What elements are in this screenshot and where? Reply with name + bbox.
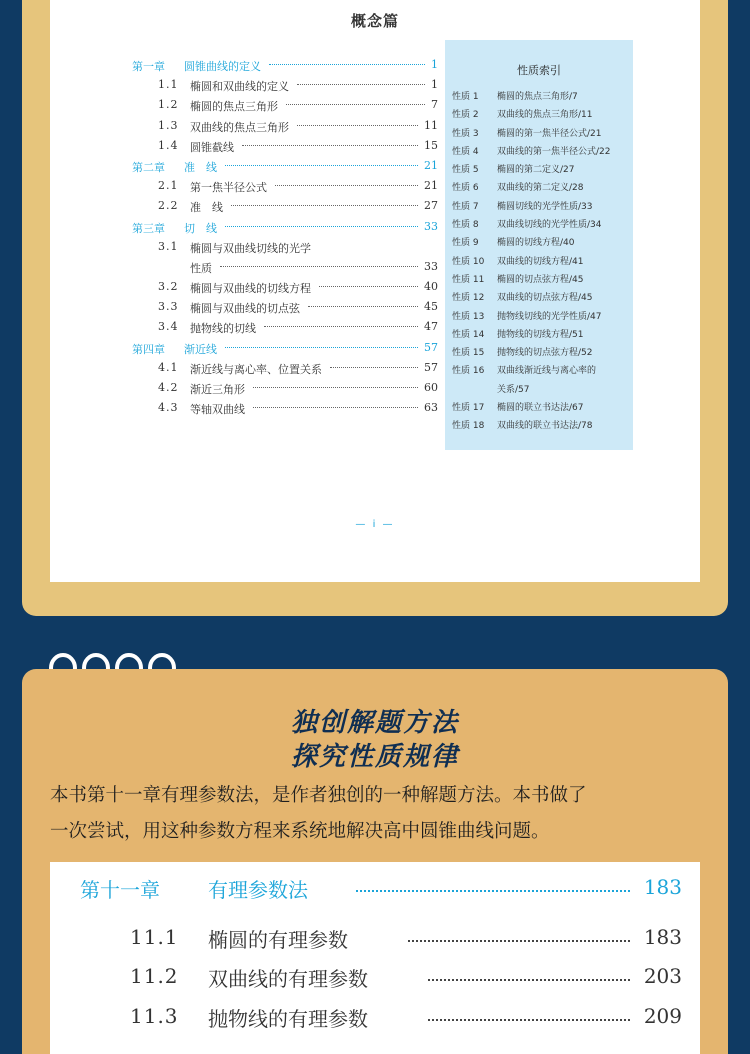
property-label: 性质 17: [452, 403, 485, 414]
property-index-box: [445, 40, 633, 450]
section-page: 60: [424, 381, 438, 394]
property-label: 性质 3: [452, 128, 479, 139]
property-index-item: [445, 270, 633, 288]
property-index-list: [445, 87, 633, 435]
chapter-title: 圆锥曲线的定义: [184, 60, 261, 73]
chapter-title: 切 线: [184, 221, 217, 235]
section-number: 11.2: [130, 964, 179, 988]
property-label: 性质 1: [452, 92, 479, 102]
toc-item-row: [132, 117, 438, 137]
section-title: 第一焦半径公式: [190, 181, 267, 195]
property-text: 椭圆的第一焦半径公式/21: [497, 128, 602, 139]
leader-dots: [225, 226, 418, 228]
chapter-title: 渐近线: [184, 342, 217, 356]
property-index-item: [445, 215, 633, 233]
section-number: 1.4: [158, 138, 179, 152]
section-number: 1.2: [158, 98, 179, 112]
property-index-item: [445, 233, 633, 251]
toc-item-row: [130, 924, 682, 954]
property-label: 性质 6: [452, 183, 479, 194]
description-line-1: 本书第十一章有理参数法，是作者独创的一种解题方法。本书做了: [50, 785, 587, 806]
leader-dots: [220, 266, 418, 268]
section-title: 抛物线的有理参数: [208, 1007, 368, 1031]
property-index-item: [445, 252, 633, 270]
property-text: 抛物线的切点弦方程/52: [497, 348, 593, 359]
section-page: 21: [424, 179, 438, 193]
property-label: 性质 12: [452, 293, 485, 304]
table-of-contents: [132, 56, 438, 419]
property-text: 椭圆的焦点三角形/7: [497, 92, 578, 102]
section-title: 性质: [190, 261, 212, 275]
toc-chapter-row: [132, 218, 438, 238]
toc-item-row: [132, 258, 438, 278]
leader-dots: [253, 407, 418, 409]
property-label: 性质 7: [452, 201, 479, 212]
section-title: 圆锥截线: [190, 140, 234, 154]
section-number: 11.1: [130, 925, 179, 949]
section-number: 2.2: [158, 199, 179, 213]
leader-dots: [264, 326, 418, 328]
property-text: 双曲线的切线方程/41: [497, 256, 584, 267]
toc-chapter-row: [132, 56, 438, 76]
chapter-page: 21: [424, 158, 438, 172]
toc-chapter-row: [132, 339, 438, 359]
property-index-item: [445, 325, 633, 343]
property-label: 性质 4: [452, 146, 479, 157]
property-label: 性质 5: [452, 165, 479, 176]
property-text: 双曲线渐近线与离心率的: [497, 366, 597, 377]
section-number: 3.2: [158, 280, 179, 294]
leader-dots: [297, 125, 418, 127]
chapter-label: 第四章: [132, 342, 165, 356]
property-text: 双曲线的第二定义/28: [497, 183, 584, 194]
description-line-2: 一次尝试，用这种参数方程来系统地解决高中圆锥曲线问题。: [50, 821, 550, 842]
toc-item-row: [132, 137, 438, 157]
leader-dots: [408, 940, 630, 942]
section-page: 57: [424, 360, 438, 374]
section-title: 等轴双曲线: [190, 403, 245, 417]
property-text: 椭圆的联立书达法/67: [497, 403, 584, 414]
property-label: 性质 16: [452, 366, 485, 377]
leader-dots: [297, 84, 425, 86]
property-index-item: [445, 361, 633, 379]
property-index-item: [445, 343, 633, 361]
section-number: 3.3: [158, 300, 179, 314]
section-page: 209: [643, 1004, 682, 1028]
chapter-page: 1: [431, 58, 438, 71]
leader-dots: [225, 165, 418, 167]
property-label: 性质 18: [452, 421, 485, 432]
section-page: 7: [431, 98, 438, 112]
section-number: 11.3: [130, 1004, 179, 1028]
toc-item-row: [130, 963, 682, 993]
property-text: 抛物线切线的光学性质/47: [497, 311, 602, 322]
headline-line-1: 独创解题方法: [290, 708, 459, 738]
section-number: 1.1: [158, 78, 179, 92]
section-page: 11: [424, 118, 438, 132]
property-index-item: [445, 142, 633, 160]
toc-chapter-row: [132, 157, 438, 177]
property-text: 双曲线的联立书达法/78: [497, 421, 593, 432]
property-index-title: 性质索引: [517, 64, 561, 77]
toc-item-row: [132, 177, 438, 197]
section-page: 63: [424, 401, 438, 415]
leader-dots: [319, 286, 418, 288]
toc-item-row: [132, 96, 438, 116]
leader-dots: [242, 145, 418, 147]
page-number: — i —: [355, 519, 395, 530]
section-page: 203: [643, 964, 682, 988]
section-title: 双曲线的有理参数: [208, 967, 368, 991]
section-page: 40: [424, 280, 438, 294]
property-index-item: [445, 87, 633, 105]
section-page: 27: [424, 199, 438, 213]
chapter-title: 准 线: [184, 160, 217, 174]
leader-dots: [428, 1019, 630, 1021]
property-index-item: [445, 160, 633, 178]
toc-item-row: [132, 76, 438, 96]
property-label: 性质 10: [452, 256, 485, 267]
section-page: 183: [643, 925, 682, 949]
property-index-item: [445, 307, 633, 325]
toc-item-row: [132, 399, 438, 419]
toc-item-row: [132, 238, 438, 258]
book-page: [50, 0, 700, 582]
property-text: 双曲线的切点弦方程/45: [497, 293, 593, 304]
chapter-label: 第三章: [132, 221, 165, 235]
property-index-item: [445, 416, 633, 434]
section-number: 4.3: [158, 401, 179, 415]
leader-dots: [308, 306, 418, 308]
toc-item-row: [132, 359, 438, 379]
chapter-label: 第十一章: [80, 878, 160, 902]
property-label: 性质 8: [452, 220, 479, 231]
property-text: 关系/57: [497, 384, 530, 395]
leader-dots: [428, 979, 630, 981]
property-index-item: [445, 105, 633, 123]
property-label: 性质 15: [452, 348, 485, 359]
property-index-item: [445, 178, 633, 196]
property-label: 性质 13: [452, 311, 485, 322]
section-page: 45: [424, 300, 438, 314]
leader-dots: [231, 205, 418, 207]
property-label: 性质 14: [452, 329, 485, 340]
property-text: 椭圆切线的光学性质/33: [497, 201, 593, 212]
chapter11-excerpt: [50, 862, 700, 1054]
section-title: 椭圆与双曲线的切点弦: [190, 302, 300, 316]
section-title: 椭圆的有理参数: [208, 928, 348, 952]
chapter11-row: [80, 874, 682, 904]
headline-line-2: 探究性质规律: [290, 742, 459, 772]
leader-dots: [356, 890, 630, 892]
section-title: 抛物线的切线: [190, 322, 256, 336]
chapter-page: 183: [643, 875, 682, 899]
toc-item-row: [130, 1003, 682, 1033]
section-title: 椭圆的焦点三角形: [190, 100, 278, 114]
property-index-item: [445, 398, 633, 416]
property-text: 双曲线的第一焦半径公式/22: [497, 146, 611, 157]
section-page: 47: [424, 320, 438, 334]
chapter-page: 57: [424, 340, 438, 354]
property-text: 椭圆的第二定义/27: [497, 165, 575, 176]
leader-dots: [225, 347, 418, 349]
property-text: 双曲线的焦点三角形/11: [497, 110, 593, 121]
section-title: 渐近三角形: [190, 383, 245, 396]
property-label: 性质 2: [452, 110, 479, 121]
page-title: 概念篇: [350, 12, 399, 30]
chapter-label: 第二章: [132, 160, 165, 174]
section-number: 4.2: [158, 381, 179, 394]
leader-dots: [253, 387, 418, 389]
property-index-item: [445, 288, 633, 306]
chapter-label: 第一章: [132, 60, 165, 73]
chapter-page: 33: [424, 219, 438, 233]
property-label: 性质 9: [452, 238, 479, 249]
property-index-item: [445, 197, 633, 215]
property-label: 性质 11: [452, 274, 485, 285]
section-title: 椭圆和双曲线的定义: [190, 80, 289, 94]
section-title: 渐近线与离心率、位置关系: [190, 362, 322, 376]
leader-dots: [275, 185, 418, 187]
property-text: 椭圆的切线方程/40: [497, 238, 575, 249]
section-number: 1.3: [158, 118, 179, 132]
property-text: 双曲线切线的光学性质/34: [497, 220, 602, 231]
leader-dots: [286, 104, 425, 106]
toc-item-row: [132, 298, 438, 318]
section-page: 1: [431, 78, 438, 92]
section-title: 椭圆与双曲线的切线方程: [190, 282, 311, 296]
chapter-title: 有理参数法: [208, 878, 308, 902]
section-title: 准 线: [190, 201, 223, 215]
section-page: 33: [424, 259, 438, 273]
section-number: 4.1: [158, 360, 179, 374]
section-title: 双曲线的焦点三角形: [190, 120, 289, 134]
section-number: 2.1: [158, 179, 179, 193]
toc-item-row: [132, 278, 438, 298]
property-text: 椭圆的切点弦方程/45: [497, 274, 584, 285]
section-number: 3.4: [158, 320, 179, 334]
section-page: 15: [424, 138, 438, 152]
section-number: 3.1: [158, 239, 179, 253]
section-title: 椭圆与双曲线切线的光学: [190, 241, 311, 255]
toc-item-row: [132, 197, 438, 217]
property-index-item: [445, 124, 633, 142]
leader-dots: [330, 367, 418, 369]
property-index-item: [445, 380, 633, 398]
leader-dots: [269, 64, 425, 66]
property-text: 抛物线的切线方程/51: [497, 329, 584, 340]
toc-item-row: [132, 318, 438, 338]
toc-item-row: [132, 379, 438, 399]
